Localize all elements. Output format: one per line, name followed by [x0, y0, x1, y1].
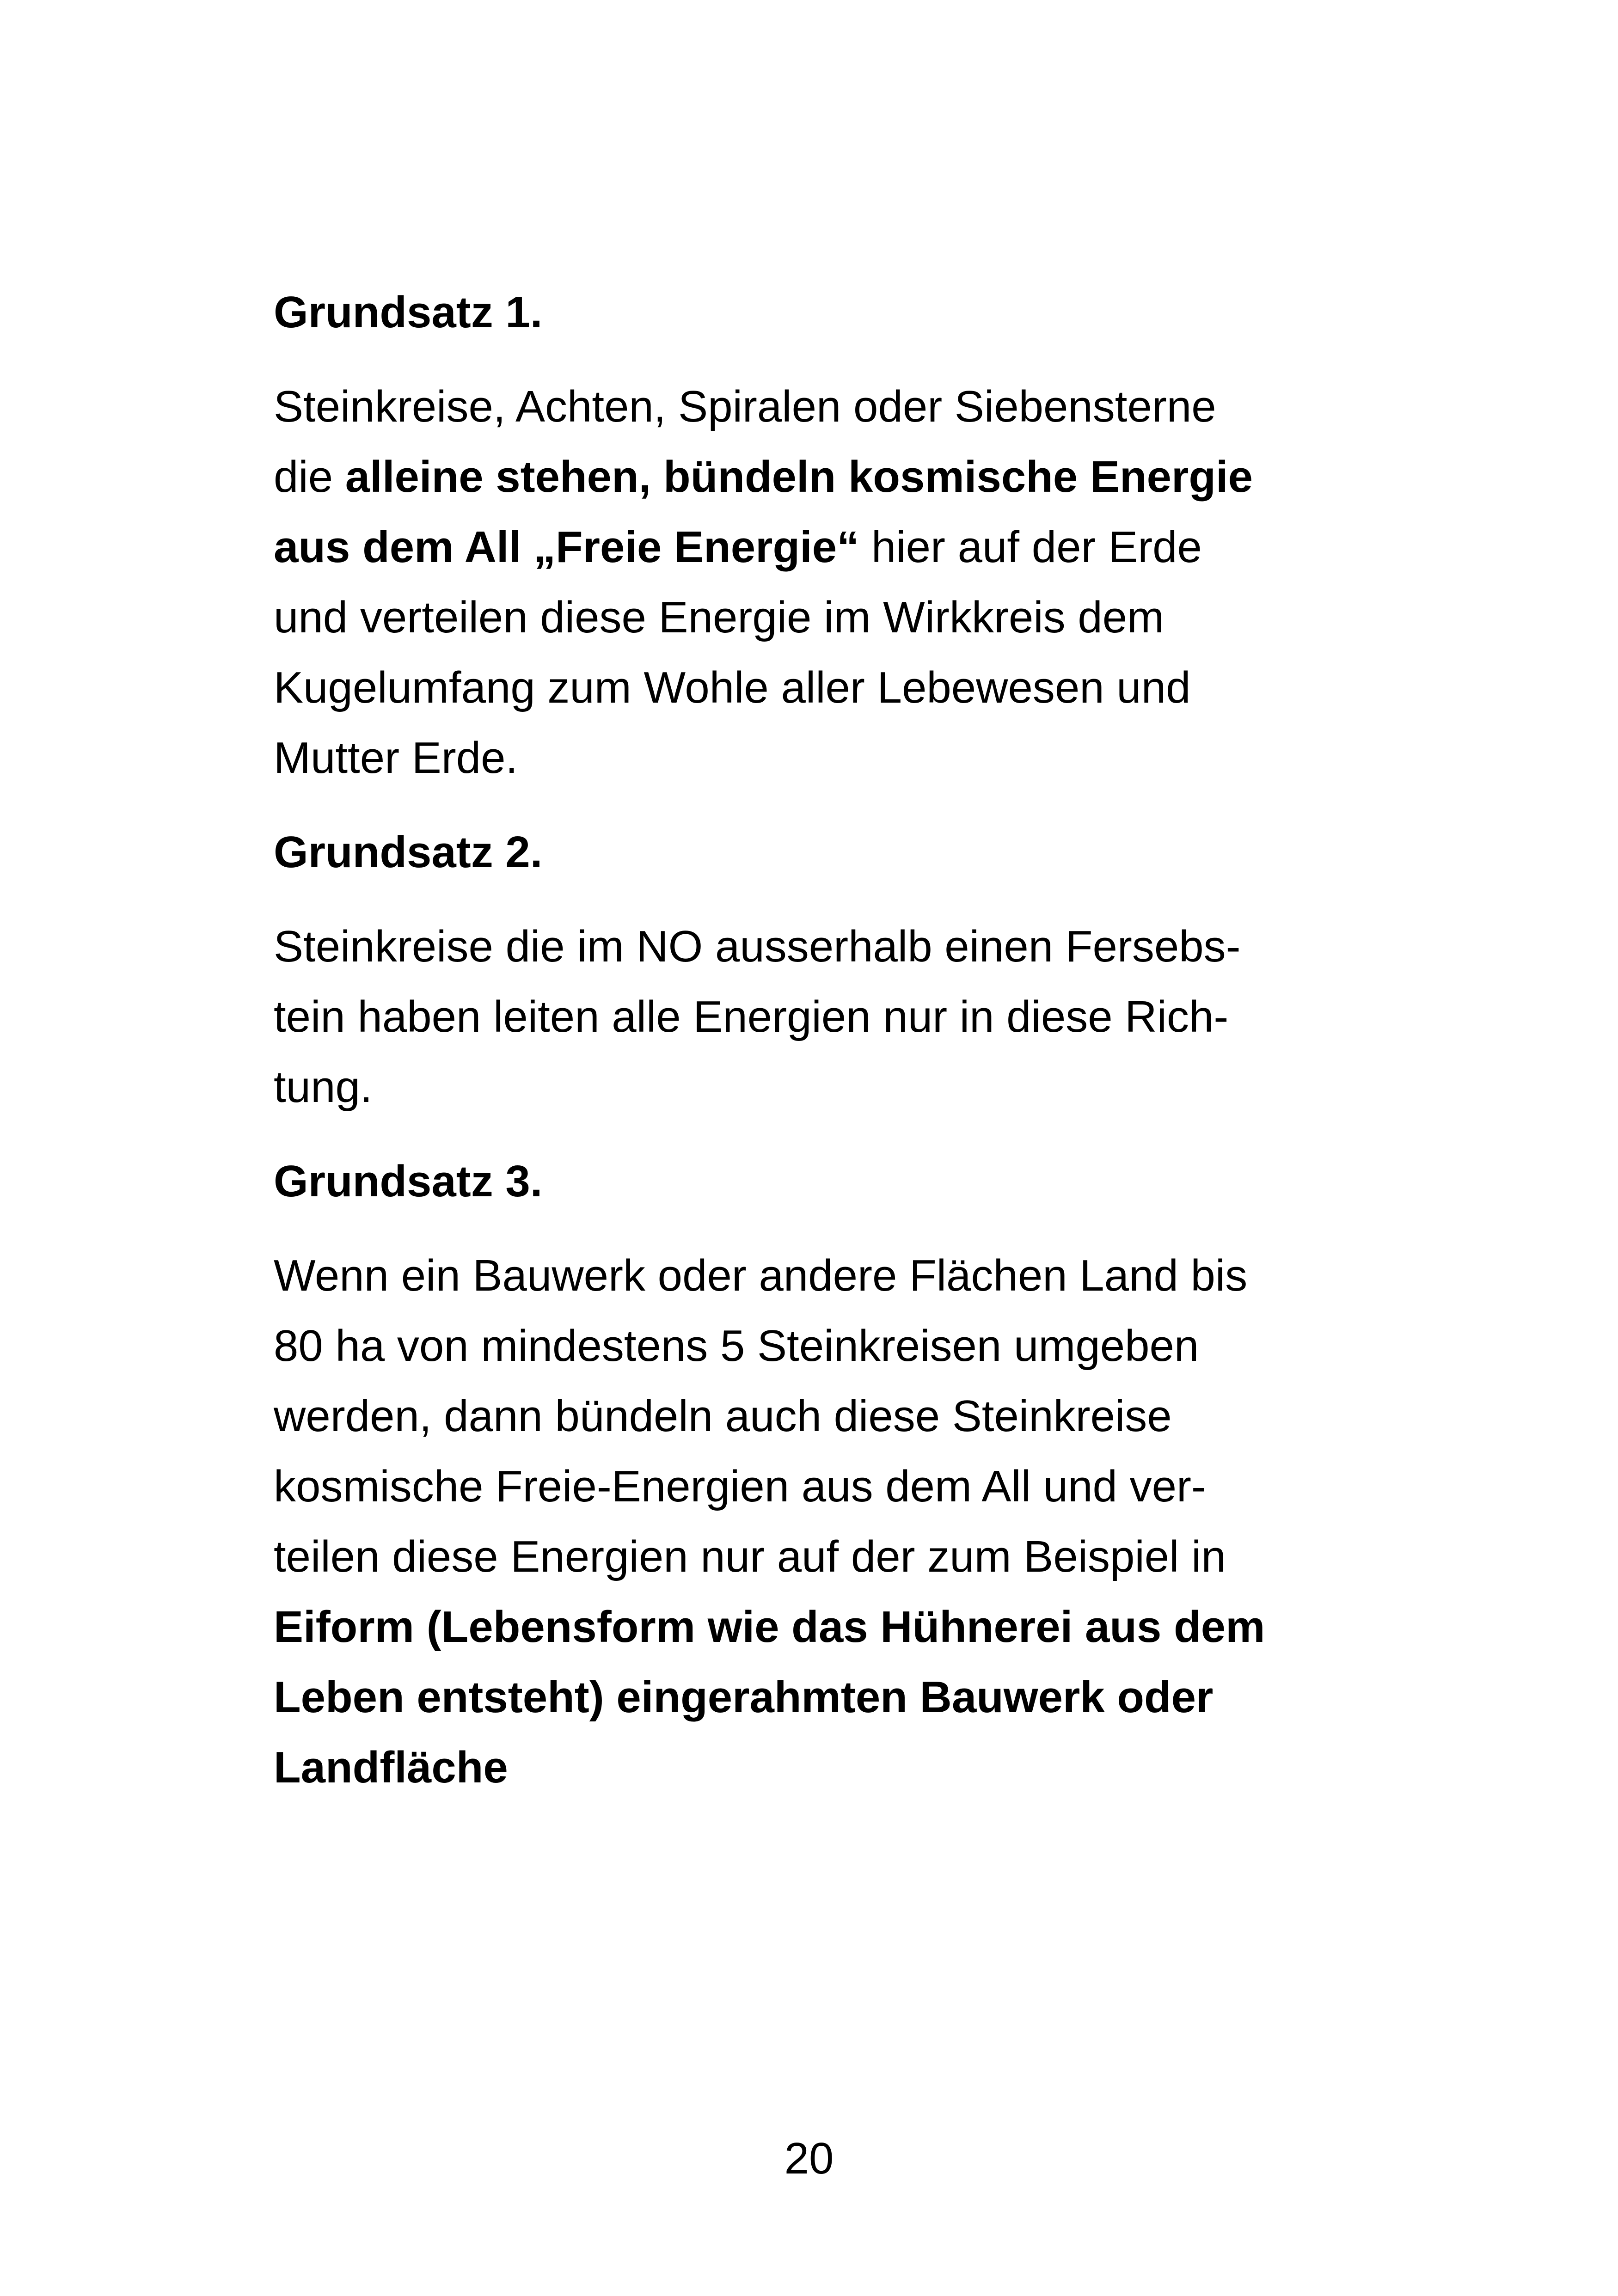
text-run: tein haben leiten alle Energien nur in diese Rich- [274, 992, 1229, 1041]
text-run: tung. [274, 1062, 373, 1112]
text-line [274, 982, 1365, 1052]
page-content [274, 277, 1365, 1827]
text-run: die [274, 452, 345, 502]
bold-text: Leben entsteht) eingerahmten Bauwerk oder [274, 1672, 1214, 1722]
text-run: Steinkreise die im NO ausserhalb einen Fersebs- [274, 922, 1241, 971]
bold-text: alleine stehen, bündeln kosmische Energie [345, 452, 1253, 502]
page-number: 20 [784, 2134, 834, 2183]
text-run: 80 ha von mindestens 5 Steinkreisen umgeben [274, 1321, 1199, 1371]
text-line [274, 1381, 1365, 1451]
text-line [274, 1311, 1365, 1381]
section-heading: Grundsatz 1. [274, 288, 543, 337]
text-run: kosmische Freie-Energien aus dem All und ver- [274, 1462, 1206, 1511]
bold-text: Eiform (Lebensform wie das Hühnerei aus dem [274, 1602, 1265, 1652]
section-heading: Grundsatz 2. [274, 827, 543, 877]
section-heading: Grundsatz 3. [274, 1157, 543, 1206]
bold-text: aus dem All „Freie Energie“ [274, 522, 859, 572]
text-line [274, 1592, 1365, 1662]
text-line [274, 1662, 1365, 1733]
text-line [274, 1052, 1365, 1122]
text-line [274, 1451, 1365, 1522]
section-paragraph [274, 1241, 1365, 1803]
section-paragraph [274, 372, 1365, 793]
text-line [274, 512, 1365, 582]
section-paragraph [274, 912, 1365, 1122]
text-run: Steinkreise, Achten, Spiralen oder Siebensterne [274, 382, 1216, 431]
text-run: Kugelumfang zum Wohle aller Lebewesen und [274, 663, 1191, 712]
text-line [274, 653, 1365, 723]
text-run: Wenn ein Bauwerk oder andere Flächen Land bis [274, 1251, 1248, 1300]
text-run: und verteilen diese Energie im Wirkkreis dem [274, 593, 1164, 642]
text-line [274, 723, 1365, 793]
text-run: werden, dann bündeln auch diese Steinkreise [274, 1391, 1172, 1441]
text-line [274, 912, 1365, 982]
text-line [274, 442, 1365, 512]
text-line [274, 372, 1365, 442]
text-run: hier auf der Erde [859, 522, 1202, 572]
text-line [274, 1733, 1365, 1803]
bold-text: Landfläche [274, 1743, 508, 1792]
text-line [274, 1241, 1365, 1311]
text-run: Mutter Erde. [274, 733, 518, 783]
text-run: teilen diese Energien nur auf der zum Beispiel in [274, 1532, 1226, 1581]
text-line [274, 582, 1365, 653]
text-line [274, 1522, 1365, 1592]
